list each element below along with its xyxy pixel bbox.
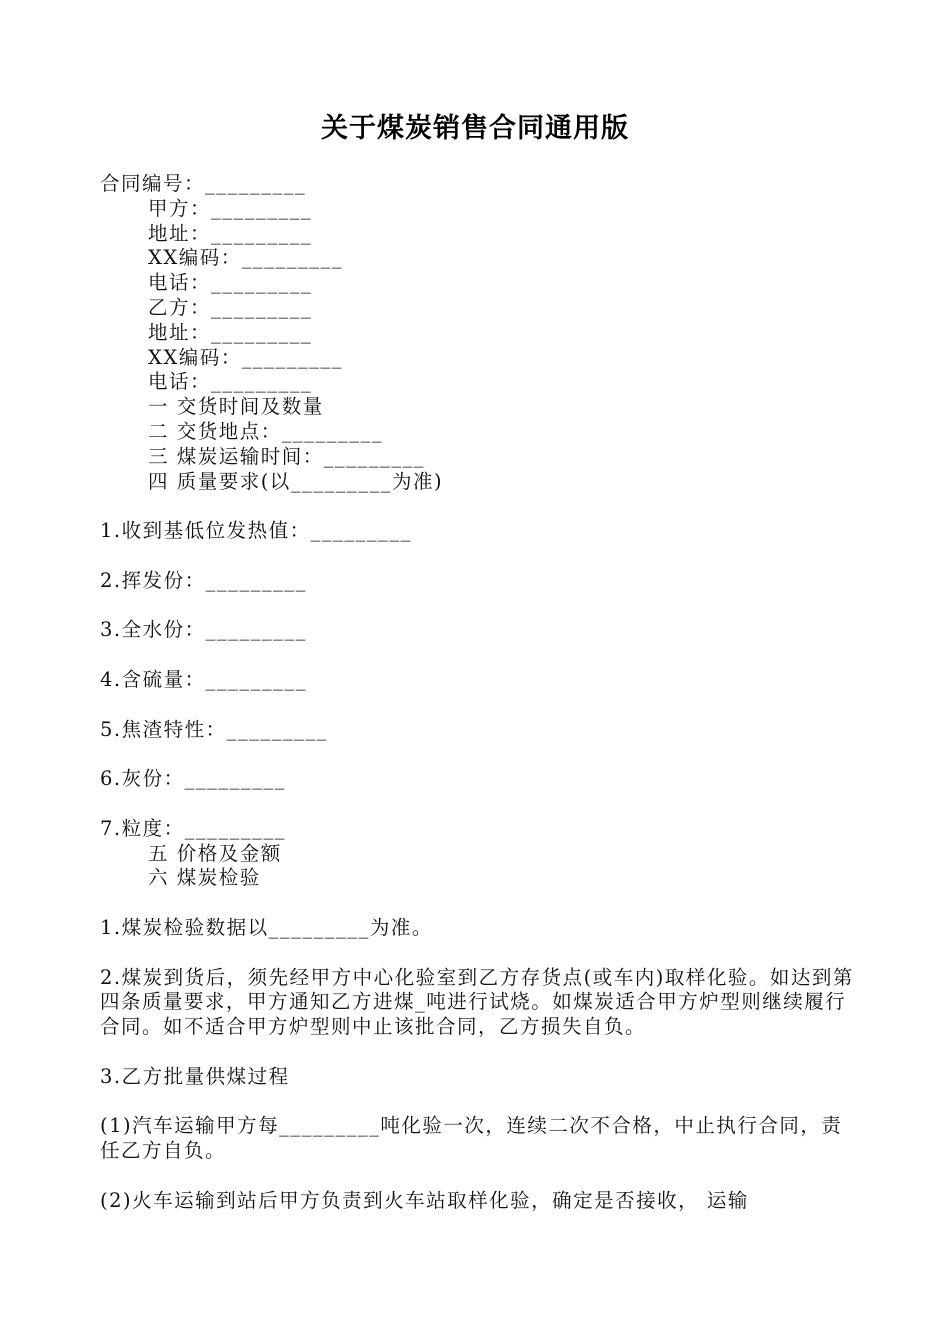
section-heading: 一 交货时间及数量 bbox=[148, 395, 324, 419]
quality-item: 6.灰份：_________ bbox=[100, 767, 286, 791]
party-b-field: 乙方：_________ bbox=[148, 295, 313, 319]
party-a-phone-field: 电话：_________ bbox=[148, 271, 313, 295]
contract-number-field: 合同编号：_________ bbox=[100, 172, 307, 195]
inspection-paragraph: (1)汽车运输甲方每_________吨化验一次，连续二次不合格，中止执行合同，责任乙方自负。 bbox=[100, 1114, 843, 1163]
party-b-phone-field: 电话：_________ bbox=[148, 370, 313, 394]
document-body bbox=[100, 172, 860, 1213]
inspection-paragraph: 1.煤炭检验数据以_________为准。 bbox=[100, 915, 433, 939]
section-heading: 三 煤炭运输时间：_________ bbox=[148, 444, 425, 468]
party-a-postcode-field: XX编码：_________ bbox=[148, 246, 344, 270]
section-heading: 六 煤炭检验 bbox=[148, 866, 261, 890]
quality-item: 3.全水份：_________ bbox=[100, 618, 307, 642]
document-title: 关于煤炭销售合同通用版 bbox=[321, 113, 629, 144]
inspection-paragraph: (2)火车运输到站后甲方负责到火车站取样化验，确定是否接收， 运输 bbox=[100, 1188, 749, 1212]
section-heading: 五 价格及金额 bbox=[148, 841, 282, 865]
quality-item: 2.挥发份：_________ bbox=[100, 568, 307, 592]
party-b-postcode-field: XX编码：_________ bbox=[148, 345, 344, 369]
quality-item: 1.收到基低位发热值：_________ bbox=[100, 519, 412, 543]
party-a-field: 甲方：_________ bbox=[148, 196, 313, 220]
quality-item: 5.焦渣特性：_________ bbox=[100, 717, 328, 741]
quality-item: 7.粒度：_________ bbox=[100, 816, 286, 840]
section-heading: 四 质量要求(以_________为准) bbox=[148, 469, 444, 493]
inspection-paragraph: 2.煤炭到货后，须先经甲方中心化验室到乙方存货点(或车内)取样化验。如达到第四条质量要求，甲方通知乙方进煤_吨进行试烧。如煤炭适合甲方炉型则继续履行合同。如不适合甲方炉型则中止该批合同，乙方损失自负。 bbox=[100, 965, 854, 1039]
party-b-address-field: 地址：_________ bbox=[148, 320, 313, 344]
quality-item: 4.含硫量：_________ bbox=[100, 667, 307, 691]
party-a-address-field: 地址：_________ bbox=[148, 221, 313, 245]
inspection-paragraph: 3.乙方批量供煤过程 bbox=[100, 1064, 290, 1088]
section-heading: 二 交货地点：_________ bbox=[148, 419, 383, 443]
